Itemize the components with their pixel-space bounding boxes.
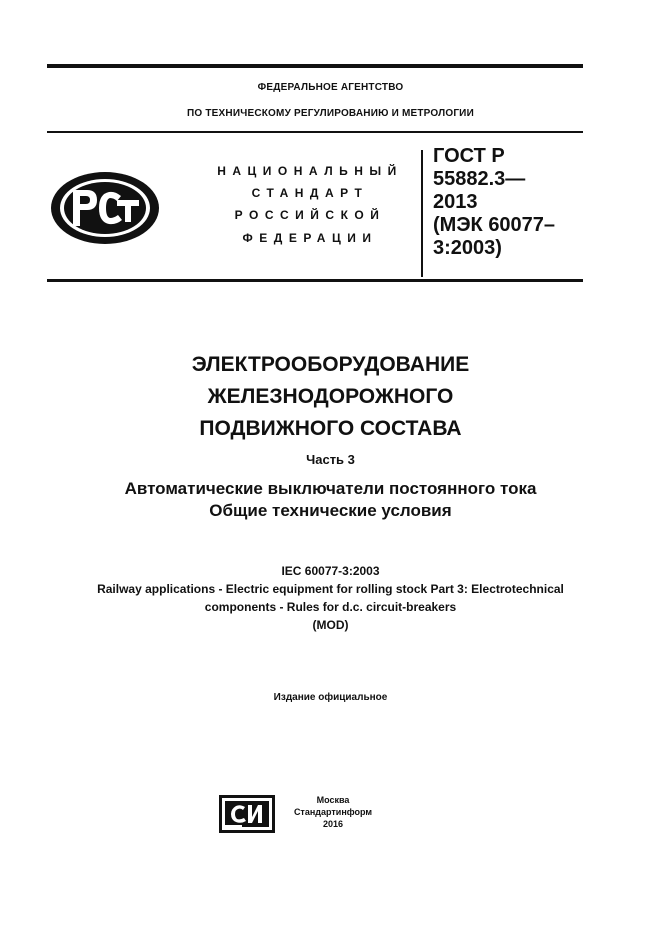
agency-line-2: ПО ТЕХНИЧЕСКОМУ РЕГУЛИРОВАНИЮ И МЕТРОЛОГИИ: [187, 108, 474, 119]
header-rule: [47, 131, 583, 133]
designation-line-5: 3:2003): [433, 237, 502, 259]
iec-reference: [0, 562, 661, 634]
publisher-name: Стандартинформ: [293, 807, 373, 817]
designation-line-3: 2013: [433, 191, 478, 213]
standard-designation: [433, 145, 583, 260]
publication-year: 2016: [322, 819, 344, 829]
standard-type-line-3: РОССИЙСКОЙ: [234, 208, 386, 222]
title-line-3: ПОДВИЖНОГО СОСТАВА: [199, 417, 462, 440]
bottom-header-rule: [47, 279, 583, 282]
designation-divider: [421, 150, 423, 277]
iec-line-3: components - Rules for d.c. circuit-breakers: [204, 600, 457, 614]
subtitle-line-1: Автоматические выключатели постоянного тока: [124, 479, 537, 498]
standard-type-line-4: ФЕДЕРАЦИИ: [242, 231, 378, 245]
iec-line-2: Railway applications - Electric equipment for rolling stock Part 3: Electrotechnical: [97, 582, 564, 596]
edition-note: Издание официальное: [273, 692, 388, 703]
designation-line-2: 55882.3—: [433, 168, 526, 190]
document-title: [0, 349, 661, 445]
iec-line-4: (MOD): [312, 618, 349, 632]
standard-type-line-2: СТАНДАРТ: [251, 186, 369, 200]
subtitle-line-2: Общие технические условия: [209, 501, 452, 520]
part-number: Часть 3: [306, 452, 355, 467]
title-line-2: ЖЕЛЕЗНОДОРОЖНОГО: [207, 385, 454, 408]
designation-line-4: (МЭК 60077–: [433, 214, 556, 236]
designation-line-1: ГОСТ Р: [433, 145, 505, 167]
publisher-city: Москва: [316, 795, 350, 805]
top-rule: [47, 64, 583, 68]
standard-type-line-1: НАЦИОНАЛЬНЫЙ: [217, 164, 403, 178]
agency-line-1: ФЕДЕРАЛЬНОЕ АГЕНТСТВО: [257, 82, 404, 93]
rst-certification-mark-icon: [49, 170, 161, 251]
document-subtitle: [0, 478, 661, 522]
iec-line-1: IEC 60077-3:2003: [281, 564, 380, 578]
publisher-block: [283, 794, 383, 830]
standartinform-logo-icon: [219, 795, 275, 838]
title-line-1: ЭЛЕКТРООБОРУДОВАНИЕ: [191, 353, 470, 376]
